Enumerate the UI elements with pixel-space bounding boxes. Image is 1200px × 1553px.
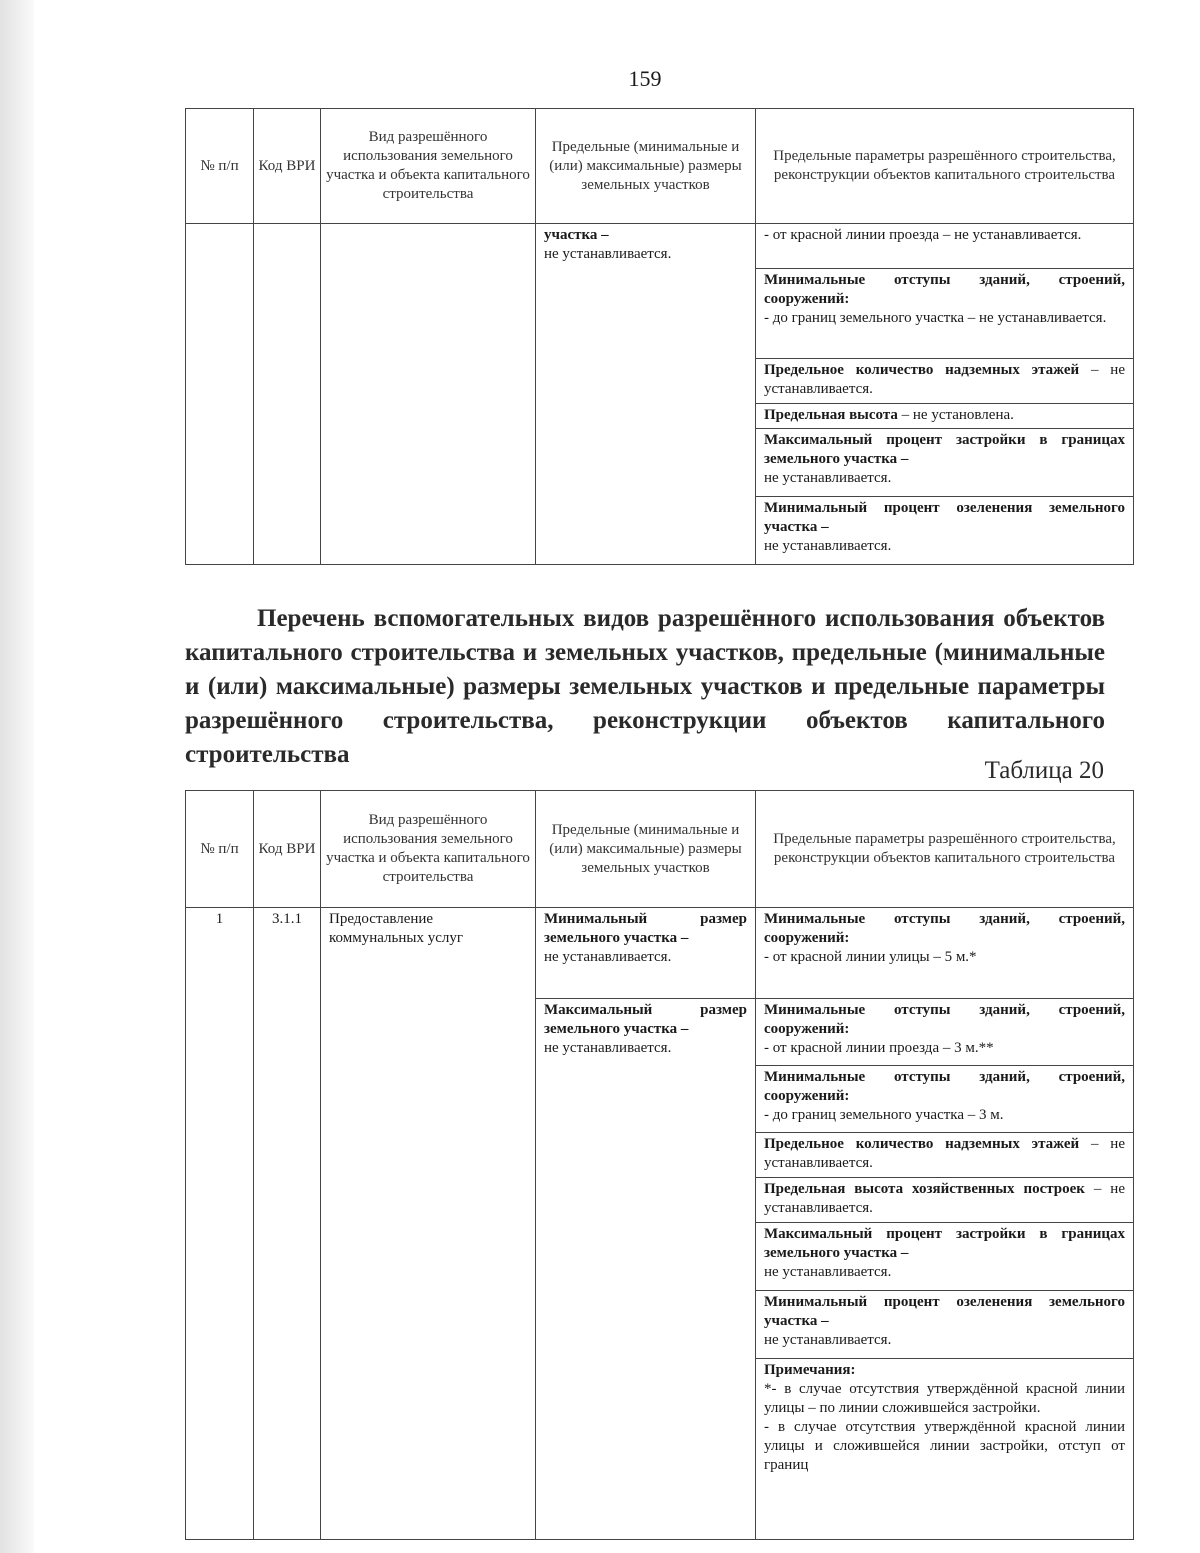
size-text: не устанавливается. bbox=[544, 246, 672, 262]
param-cell bbox=[756, 908, 1134, 999]
table-row bbox=[186, 908, 1134, 999]
param-cell bbox=[756, 999, 1134, 1066]
param-bold: Минимальные отступы зданий, строений, сооружений: bbox=[764, 1002, 1125, 1037]
param-text: не устанавливается. bbox=[764, 538, 892, 554]
param-text: не устанавливается. bbox=[764, 470, 892, 486]
empty-kind-cell bbox=[321, 224, 536, 565]
param-bold: Предельная высота bbox=[764, 407, 898, 423]
param-bold: Предельная высота хозяйственных построек bbox=[764, 1181, 1085, 1197]
table-row bbox=[186, 224, 1134, 269]
row-num: 1 bbox=[186, 908, 254, 1540]
max-size-text: не устанавливается. bbox=[544, 1040, 672, 1056]
param-bold: Предельное количество надземных этажей bbox=[764, 1136, 1080, 1152]
header-code: Код ВРИ bbox=[254, 791, 321, 908]
param-text: – не установлена. bbox=[897, 407, 1014, 423]
section-heading: Перечень вспомогательных видов разрешённого использования объектов капитального строительства и земельных участков, предельные (минимальные и (или) максимальные) размеры земельных участков и предельные параметры разрешённого строительства, реконструкции объектов капитального строительства bbox=[185, 605, 1105, 768]
header-num: № п/п bbox=[186, 109, 254, 224]
header-params: Предельные параметры разрешённого строительства, реконструкции объектов капитального строительства bbox=[756, 791, 1134, 908]
notes-title: Примечания: bbox=[764, 1362, 856, 1378]
param-bold: Минимальный процент озеленения земельного участка – bbox=[764, 500, 1125, 535]
param-cell bbox=[756, 497, 1134, 565]
param-text: не устанавливается. bbox=[764, 1264, 892, 1280]
header-params: Предельные параметры разрешённого строительства, реконструкции объектов капитального строительства bbox=[756, 109, 1134, 224]
param-text: - от красной линии проезда – 3 м.** bbox=[764, 1040, 994, 1056]
notes-cell bbox=[756, 1359, 1134, 1540]
param-cell bbox=[756, 1133, 1134, 1178]
header-kind: Вид разрешённого использования земельного участка и объекта капитального строительства bbox=[321, 791, 536, 908]
param-cell bbox=[756, 1066, 1134, 1133]
max-size-cell bbox=[536, 999, 756, 1540]
param-bold: Максимальный процент застройки в границах земельного участка – bbox=[764, 432, 1125, 467]
empty-num-cell bbox=[186, 224, 254, 565]
param-bold: Минимальные отступы зданий, строений, сооружений: bbox=[764, 911, 1125, 946]
param-cell bbox=[756, 429, 1134, 497]
table-header-row bbox=[186, 109, 1134, 224]
header-kind: Вид разрешённого использования земельного участка и объекта капитального строительства bbox=[321, 109, 536, 224]
header-num: № п/п bbox=[186, 791, 254, 908]
param-text: – не устанавливается. bbox=[764, 1136, 1125, 1171]
page-number: 159 bbox=[628, 66, 662, 91]
param-bold: Предельное количество надземных этажей bbox=[764, 362, 1080, 378]
note-item: *- в случае отсутствия утверждённой красной линии улицы – по линии сложившейся застройки. bbox=[764, 1381, 1125, 1416]
table-header-row bbox=[186, 791, 1134, 908]
note-item: - в случае отсутствия утверждённой красной линии улицы и сложившейся линии застройки, отступ от границ bbox=[764, 1419, 1125, 1473]
param-text: не устанавливается. bbox=[764, 1332, 892, 1348]
param-cell bbox=[756, 404, 1134, 429]
param-text: – не устанавливается. bbox=[764, 362, 1125, 397]
param-cell bbox=[756, 269, 1134, 359]
param-bold: Минимальные отступы зданий, строений, сооружений: bbox=[764, 1069, 1125, 1104]
table-continuation bbox=[185, 108, 1134, 565]
table-caption: Таблица 20 bbox=[984, 757, 1104, 784]
min-size-text: не устанавливается. bbox=[544, 949, 672, 965]
size-bold: участка – bbox=[544, 227, 609, 243]
param-cell bbox=[756, 1178, 1134, 1223]
param-bold: Максимальный процент застройки в границах земельного участка – bbox=[764, 1226, 1125, 1261]
param-text: - от красной линии проезда – не устанавливается. bbox=[764, 227, 1082, 243]
empty-code-cell bbox=[254, 224, 321, 565]
header-size: Предельные (минимальные и (или) максимальные) размеры земельных участков bbox=[536, 791, 756, 908]
param-bold: Минимальный процент озеленения земельного участка – bbox=[764, 1294, 1125, 1329]
param-cell bbox=[756, 1223, 1134, 1291]
table-20 bbox=[185, 790, 1134, 1540]
min-size-bold: Минимальный размер земельного участка – bbox=[544, 911, 747, 946]
param-cell bbox=[756, 359, 1134, 404]
max-size-bold: Максимальный размер земельного участка – bbox=[544, 1002, 747, 1037]
header-code: Код ВРИ bbox=[254, 109, 321, 224]
scan-edge-shadow bbox=[0, 0, 34, 1553]
param-text: - до границ земельного участка – не устанавливается. bbox=[764, 310, 1107, 326]
row-kind: Предоставление коммунальных услуг bbox=[321, 908, 536, 1540]
param-cell bbox=[756, 224, 1134, 269]
size-cell bbox=[536, 224, 756, 565]
min-size-cell bbox=[536, 908, 756, 999]
param-text: – не устанавливается. bbox=[764, 1181, 1125, 1216]
param-text: - от красной линии улицы – 5 м.* bbox=[764, 949, 977, 965]
param-cell bbox=[756, 1291, 1134, 1359]
row-code: 3.1.1 bbox=[254, 908, 321, 1540]
param-text: - до границ земельного участка – 3 м. bbox=[764, 1107, 1004, 1123]
header-size: Предельные (минимальные и (или) максимальные) размеры земельных участков bbox=[536, 109, 756, 224]
param-bold: Минимальные отступы зданий, строений, сооружений: bbox=[764, 272, 1125, 307]
